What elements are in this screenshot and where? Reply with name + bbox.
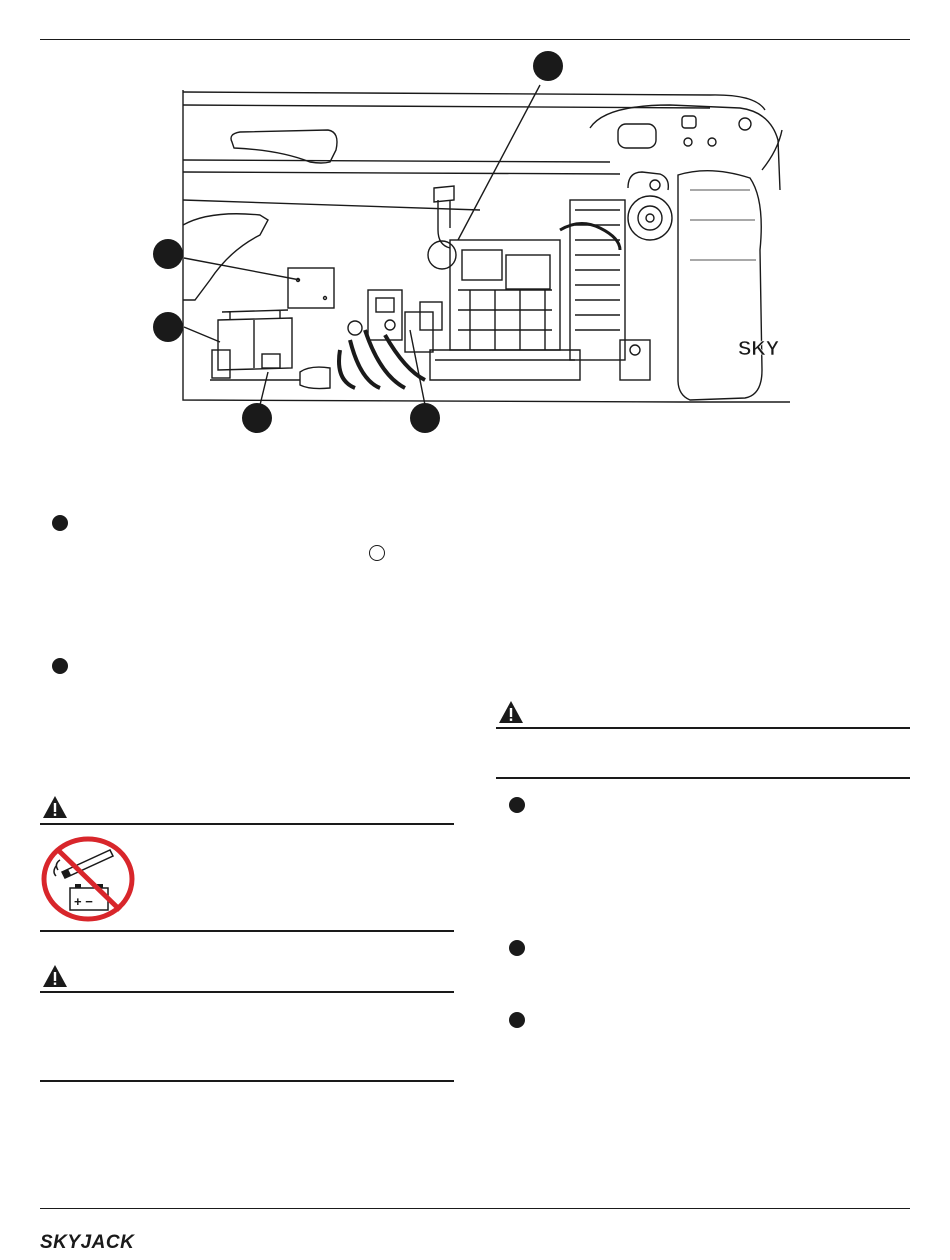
- step-bullet-2: [52, 658, 68, 674]
- svg-text:+ −: + −: [74, 894, 93, 909]
- right-warning-top-rule: [496, 727, 910, 729]
- step-bullet-4: [509, 940, 525, 956]
- step-bullet-5: [509, 1012, 525, 1028]
- warning-top-rule-2: [40, 991, 454, 993]
- warning-triangle-icon: [42, 964, 68, 988]
- warning-bottom-rule-2: [40, 1080, 454, 1082]
- footer-rule: [40, 1208, 910, 1209]
- callout-disconnect: [242, 403, 272, 433]
- step-bullet-1: [52, 515, 68, 531]
- right-warning-bottom-rule: [496, 777, 910, 779]
- warning-top-rule: [40, 823, 454, 825]
- sky-decal: SKY: [738, 338, 780, 360]
- warning-bottom-rule: [40, 930, 454, 932]
- reference-circle-icon: [369, 545, 385, 561]
- callout-pump: [410, 403, 440, 433]
- warning-triangle-icon: [42, 795, 68, 819]
- step-bullet-3: [509, 797, 525, 813]
- callout-battery: [153, 312, 183, 342]
- no-smoking-battery-icon: [40, 836, 136, 922]
- callout-engine: [533, 51, 563, 81]
- callout-control-box: [153, 239, 183, 269]
- engine-compartment-diagram: [150, 50, 790, 440]
- header-rule: [40, 39, 910, 40]
- skyjack-logo: SKYJACK: [40, 1232, 135, 1253]
- warning-triangle-icon: [498, 700, 524, 724]
